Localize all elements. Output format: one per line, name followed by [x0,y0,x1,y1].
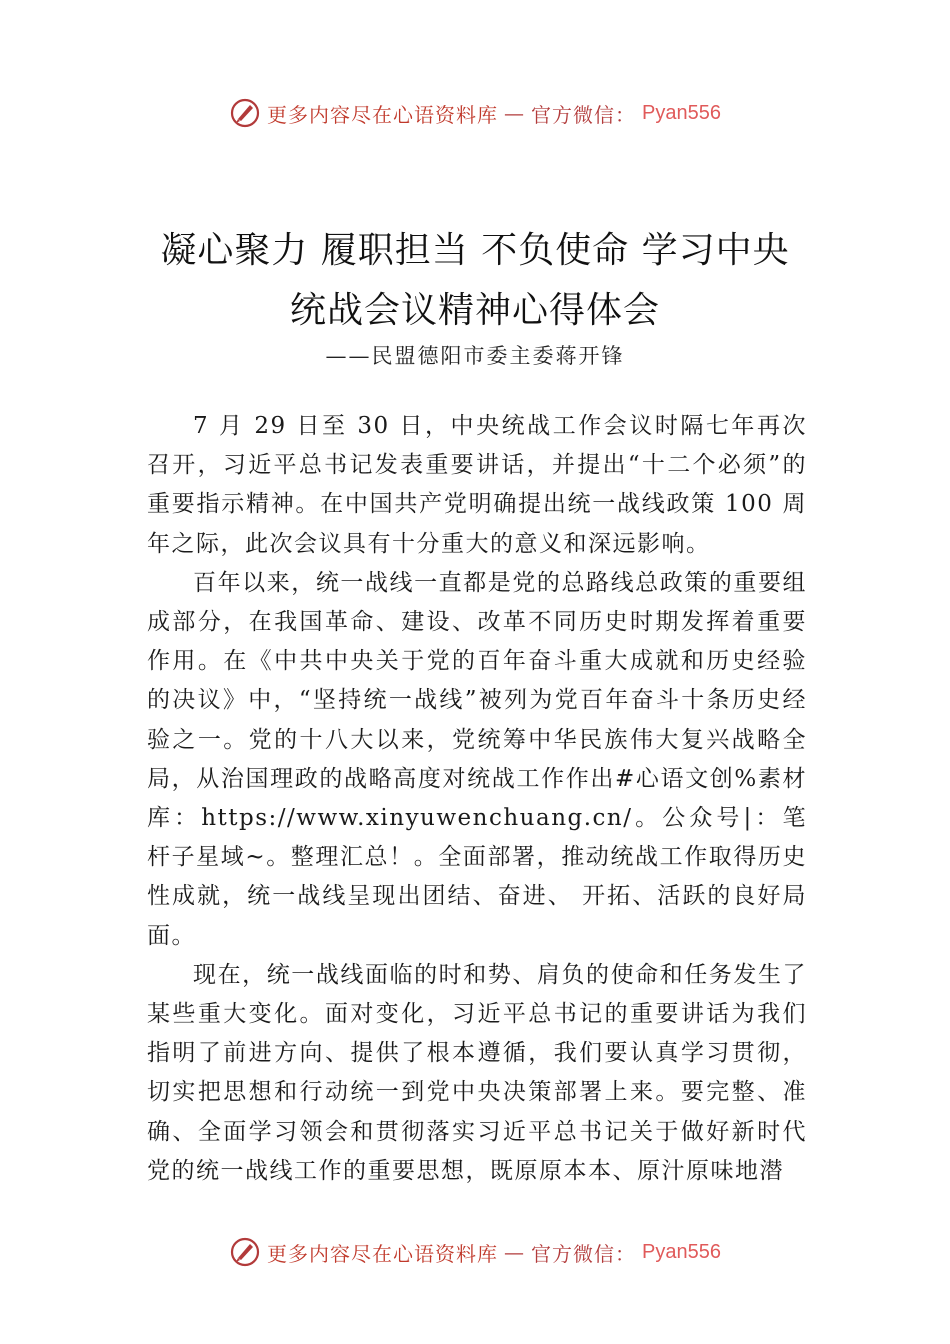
footer-banner [0,1232,950,1272]
banner-wechat-id: Pyan556 [642,1240,721,1263]
document-title-line-2: 统战会议精神心得体会 [289,290,660,331]
header-banner [0,93,950,133]
document-title-line-1: 凝心聚力 履职担当 不负使命 学习中央 [160,230,790,271]
banner-wechat-label: 官方微信： [531,102,637,127]
body-paragraph: 现在，统一战线面临的时和势、肩负的使命和任务发生了某些重大变化。面对变化，习近平总书记的重要讲话为我们指明了前进方向、提供了根本遵循，我们要认真学习贯彻，切实把思想和行动统一到党中央决策部署上来。要完整、准确、全面学习领会和贯彻落实习近平总书记关于做好新时代党的统一战线工作的重要思想，既原原本本、原汁原味地潜 [147,961,807,1184]
banner-wechat-id: Pyan556 [642,101,721,124]
quill-pen-icon [229,97,261,129]
banner-brand-text: 更多内容尽在心语资料库 [267,102,499,127]
document-body [147,407,807,1191]
document-subtitle: ——民盟德阳市委主委蒋开锋 [325,344,625,368]
quill-pen-icon [229,1236,261,1268]
banner-separator: — [504,101,526,125]
banner-wechat-label: 官方微信： [531,1241,637,1266]
banner-brand-text: 更多内容尽在心语资料库 [267,1241,499,1266]
body-paragraph: 百年以来，统一战线一直都是党的总路线总政策的重要组成部分，在我国革命、建设、改革不同历史时期发挥着重要作用。在《中共中央关于党的百年奋斗重大成就和历史经验的决议》中，“坚持统一战线”被列为党百年奋斗十条历史经验之一。党的十八大以来，党统筹中华民族伟大复兴战略全局，从治国理政的战略高度对统战工作作出#心语文创%素材库：https://www.xinyuwenchuang.cn/。公众号|：笔杆子星域~。整理汇总！。全面部署，推动统战工作取得历史性成就，统一战线呈现出团结、奋进、 开拓、活跃的良好局面。 [147,569,807,949]
body-paragraph: 7 月 29 日至 30 日，中央统战工作会议时隔七年再次召开，习近平总书记发表重要讲话，并提出“十二个必须”的重要指示精神。在中国共产党明确提出统一战线政策 100 周年之际，此次会议具有十分重大的意义和深远影响。 [147,413,807,557]
banner-separator: — [504,1240,526,1264]
